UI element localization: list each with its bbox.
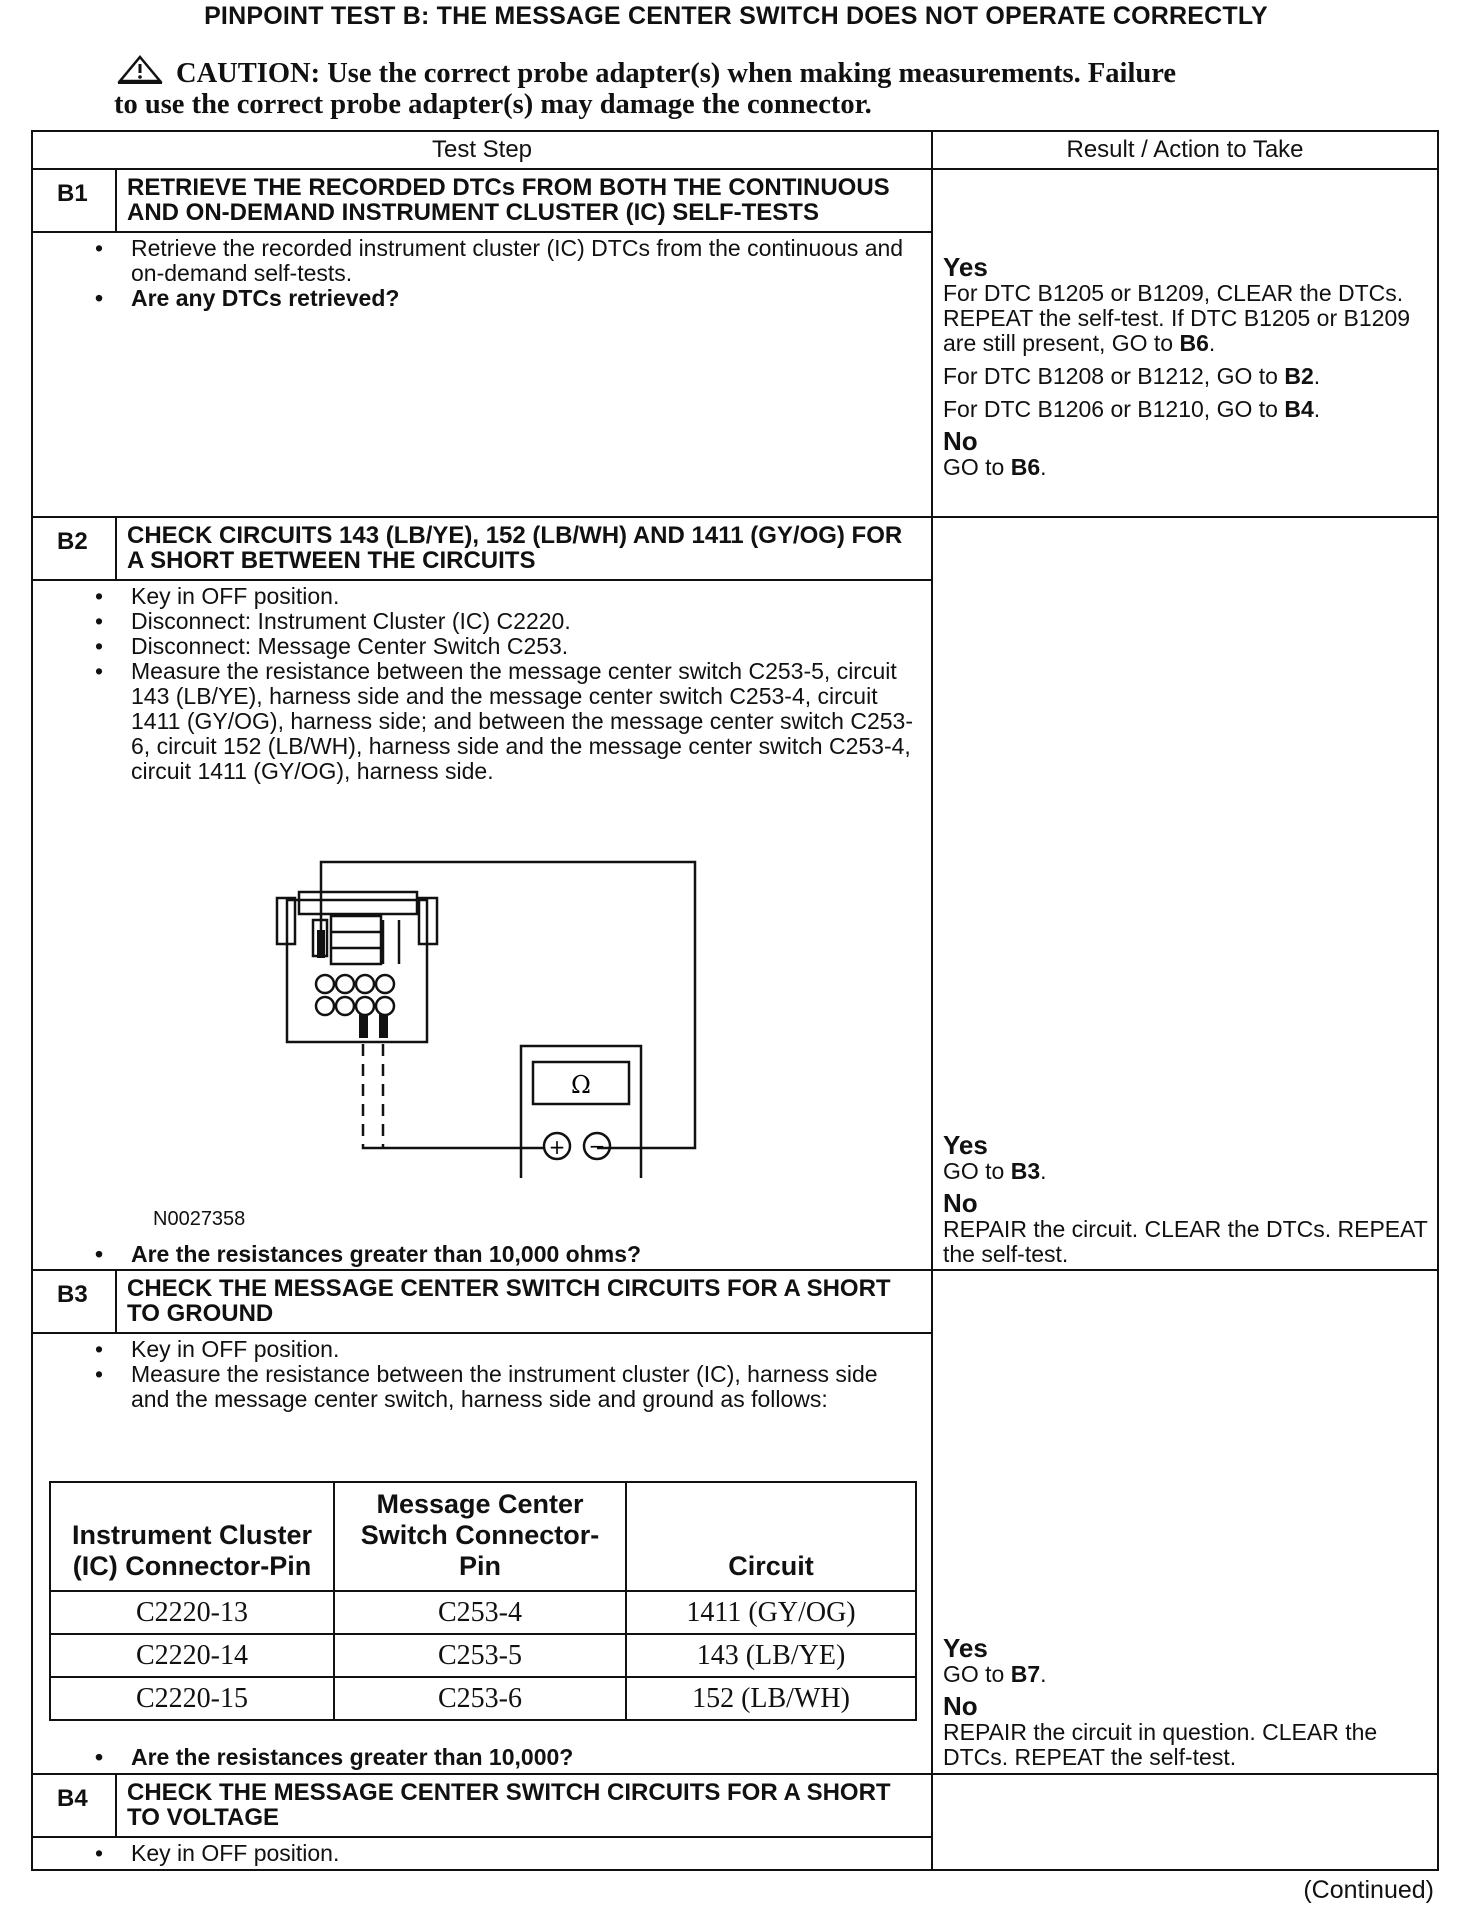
step-id: B3 [33,1271,117,1332]
result-text: GO to [943,1661,1011,1687]
result-text: REPAIR the circuit. CLEAR the DTCs. REPEAT the self-test. [943,1216,1428,1267]
negative-terminal: − [588,1134,606,1158]
caution-line-1: CAUTION: Use the correct probe adapter(s) when making measurements. Failure [176,58,1177,89]
column-header: Message Center Switch Connector-Pin [334,1482,626,1591]
step-item: • Key in OFF position. [131,1841,921,1866]
no-label: No [943,1188,978,1218]
step-item: • Disconnect: Message Center Switch C253. [131,634,921,659]
pinpoint-test-table [31,130,1439,1871]
step-id: B2 [33,518,117,579]
pin-table-wrap [33,1481,917,1721]
result-text: GO to [943,1158,1011,1184]
warning-triangle-icon [116,55,164,85]
step-reference: B6 [1179,330,1209,356]
step-b3-cell [33,1271,933,1773]
pin-table-header [50,1482,916,1591]
step-b1-body [33,233,931,311]
column-header: Instrument Cluster (IC) Connector-Pin [50,1482,334,1591]
step-b3-header [33,1271,931,1334]
step-b3-result [933,1271,1437,1773]
step-item: • Key in OFF position. [131,584,921,609]
pin-table [49,1481,917,1721]
table-cell: C2220-15 [50,1677,334,1720]
continued-note: (Continued) [1303,1876,1434,1904]
step-b1-header [33,170,931,233]
test-step-header: Test Step [33,132,933,168]
table-cell: C2220-14 [50,1634,334,1677]
connector-meter-diagram [233,838,713,1178]
step-b2-result [933,518,1437,1269]
ohmmeter [521,1046,641,1178]
table-cell: C253-6 [334,1677,626,1720]
step-b1-result [933,170,1437,516]
table-cell: 143 (LB/YE) [626,1634,916,1677]
step-b4-cell [33,1775,933,1869]
step-title: CHECK CIRCUITS 143 (LB/YE), 152 (LB/WH) AND 1411 (GY/OG) FOR A SHORT BETWEEN THE CIRCUITS [127,522,903,574]
yes-label: Yes [943,1130,988,1160]
table-row [50,1634,916,1677]
step-item: • Measure the resistance between the instrument cluster (IC), harness side and the message center switch, harness side and ground as follows: [131,1362,921,1412]
caution-note [116,55,1356,120]
table-cell: 1411 (GY/OG) [626,1591,916,1634]
result-text: GO to [943,454,1011,480]
step-item: • Retrieve the recorded instrument cluster (IC) DTCs from the continuous and on-demand self-tests. [131,236,921,286]
yes-label: Yes [943,1633,988,1663]
step-reference: B6 [1010,454,1041,480]
step-item: • Measure the resistance between the message center switch C253-5, circuit 143 (LB/YE), harness side and the message center switch C253-4, circuit 1411 (GY/OG), harness side; and between the message center switch C253-6, circuit 152 (LB/WH), harness side and the message center switch C253-4, circuit 1411 (GY/OG), harness side. [131,659,921,784]
step-title: CHECK THE MESSAGE CENTER SWITCH CIRCUITS FOR A SHORT TO VOLTAGE [127,1779,891,1831]
step-reference: B7 [1010,1661,1041,1687]
step-b1-cell [33,170,933,516]
step-b3-body [33,1334,931,1412]
no-label: No [943,426,978,456]
caution-line-2: to use the correct probe adapter(s) may damage the connector. [114,89,872,120]
result-text: REPAIR the circuit in question. CLEAR the DTCs. REPEAT the self-test. [943,1719,1378,1770]
result-text: For DTC B1206 or B1210, GO to [943,396,1285,422]
result-b3: Yes GO to B7. No REPAIR the circuit in question. CLEAR the DTCs. REPEAT the self-test. [943,1635,1431,1770]
table-cell: C253-4 [334,1591,626,1634]
result-b1: Yes For DTC B1205 or B1209, CLEAR the DTCs. REPEAT the self-test. If DTC B1205 or B1209 are still present, GO to B6. For DTC B1208 or B1212, GO to B2. For DTC B1206 or B1210, GO to B4. No GO to B6. [943,254,1431,480]
step-b2-body [33,581,931,784]
step-reference: B2 [1284,363,1314,389]
result-text: For DTC B1205 or B1209, CLEAR the DTCs. REPEAT the self-test. If DTC B1205 or B1209 are still present, GO to [943,280,1411,356]
table-header-row [33,132,1437,168]
step-question: • Are any DTCs retrieved? [131,286,921,311]
ohm-symbol: Ω [571,1071,591,1099]
step-b2-header [33,518,931,581]
step-b3-row [33,1269,1437,1773]
table-row [50,1591,916,1634]
step-title: RETRIEVE THE RECORDED DTCs FROM BOTH THE CONTINUOUS AND ON-DEMAND INSTRUMENT CLUSTER (IC) SELF-TESTS [127,174,890,226]
step-b1-row [33,168,1437,516]
positive-terminal: + [548,1135,566,1159]
table-row [50,1677,916,1720]
result-b2: Yes GO to B3. No REPAIR the circuit. CLEAR the DTCs. REPEAT the self-test. [943,1132,1431,1267]
step-b4-body [33,1838,931,1866]
step-id: B1 [33,170,117,231]
step-b2-row [33,516,1437,1269]
step-reference: B4 [1284,396,1314,422]
connector-body [287,900,427,1042]
step-item: • Disconnect: Instrument Cluster (IC) C2220. [131,609,921,634]
step-b4-header [33,1775,931,1838]
step-question: • Are the resistances greater than 10,000 ohms? [131,1242,921,1267]
table-cell: 152 (LB/WH) [626,1677,916,1720]
yes-label: Yes [943,252,988,282]
step-item: • Key in OFF position. [131,1337,921,1362]
figure-id: N0027358 [153,1208,246,1230]
table-cell: C253-5 [334,1634,626,1677]
step-title: CHECK THE MESSAGE CENTER SWITCH CIRCUITS FOR A SHORT TO GROUND [127,1275,891,1327]
column-header: Circuit [626,1482,916,1591]
result-header: Result / Action to Take [1066,136,1304,163]
result-text: For DTC B1208 or B1212, GO to [943,363,1285,389]
table-cell: C2220-13 [50,1591,334,1634]
step-question: • Are the resistances greater than 10,000? [131,1745,921,1770]
step-b2-cell [33,518,933,1269]
step-b4-result [933,1775,1437,1869]
page-title: PINPOINT TEST B: THE MESSAGE CENTER SWITCH DOES NOT OPERATE CORRECTLY [204,2,1268,30]
no-label: No [943,1691,978,1721]
step-b4-row [33,1773,1437,1869]
step-reference: B3 [1010,1158,1041,1184]
step-id: B4 [33,1775,117,1836]
